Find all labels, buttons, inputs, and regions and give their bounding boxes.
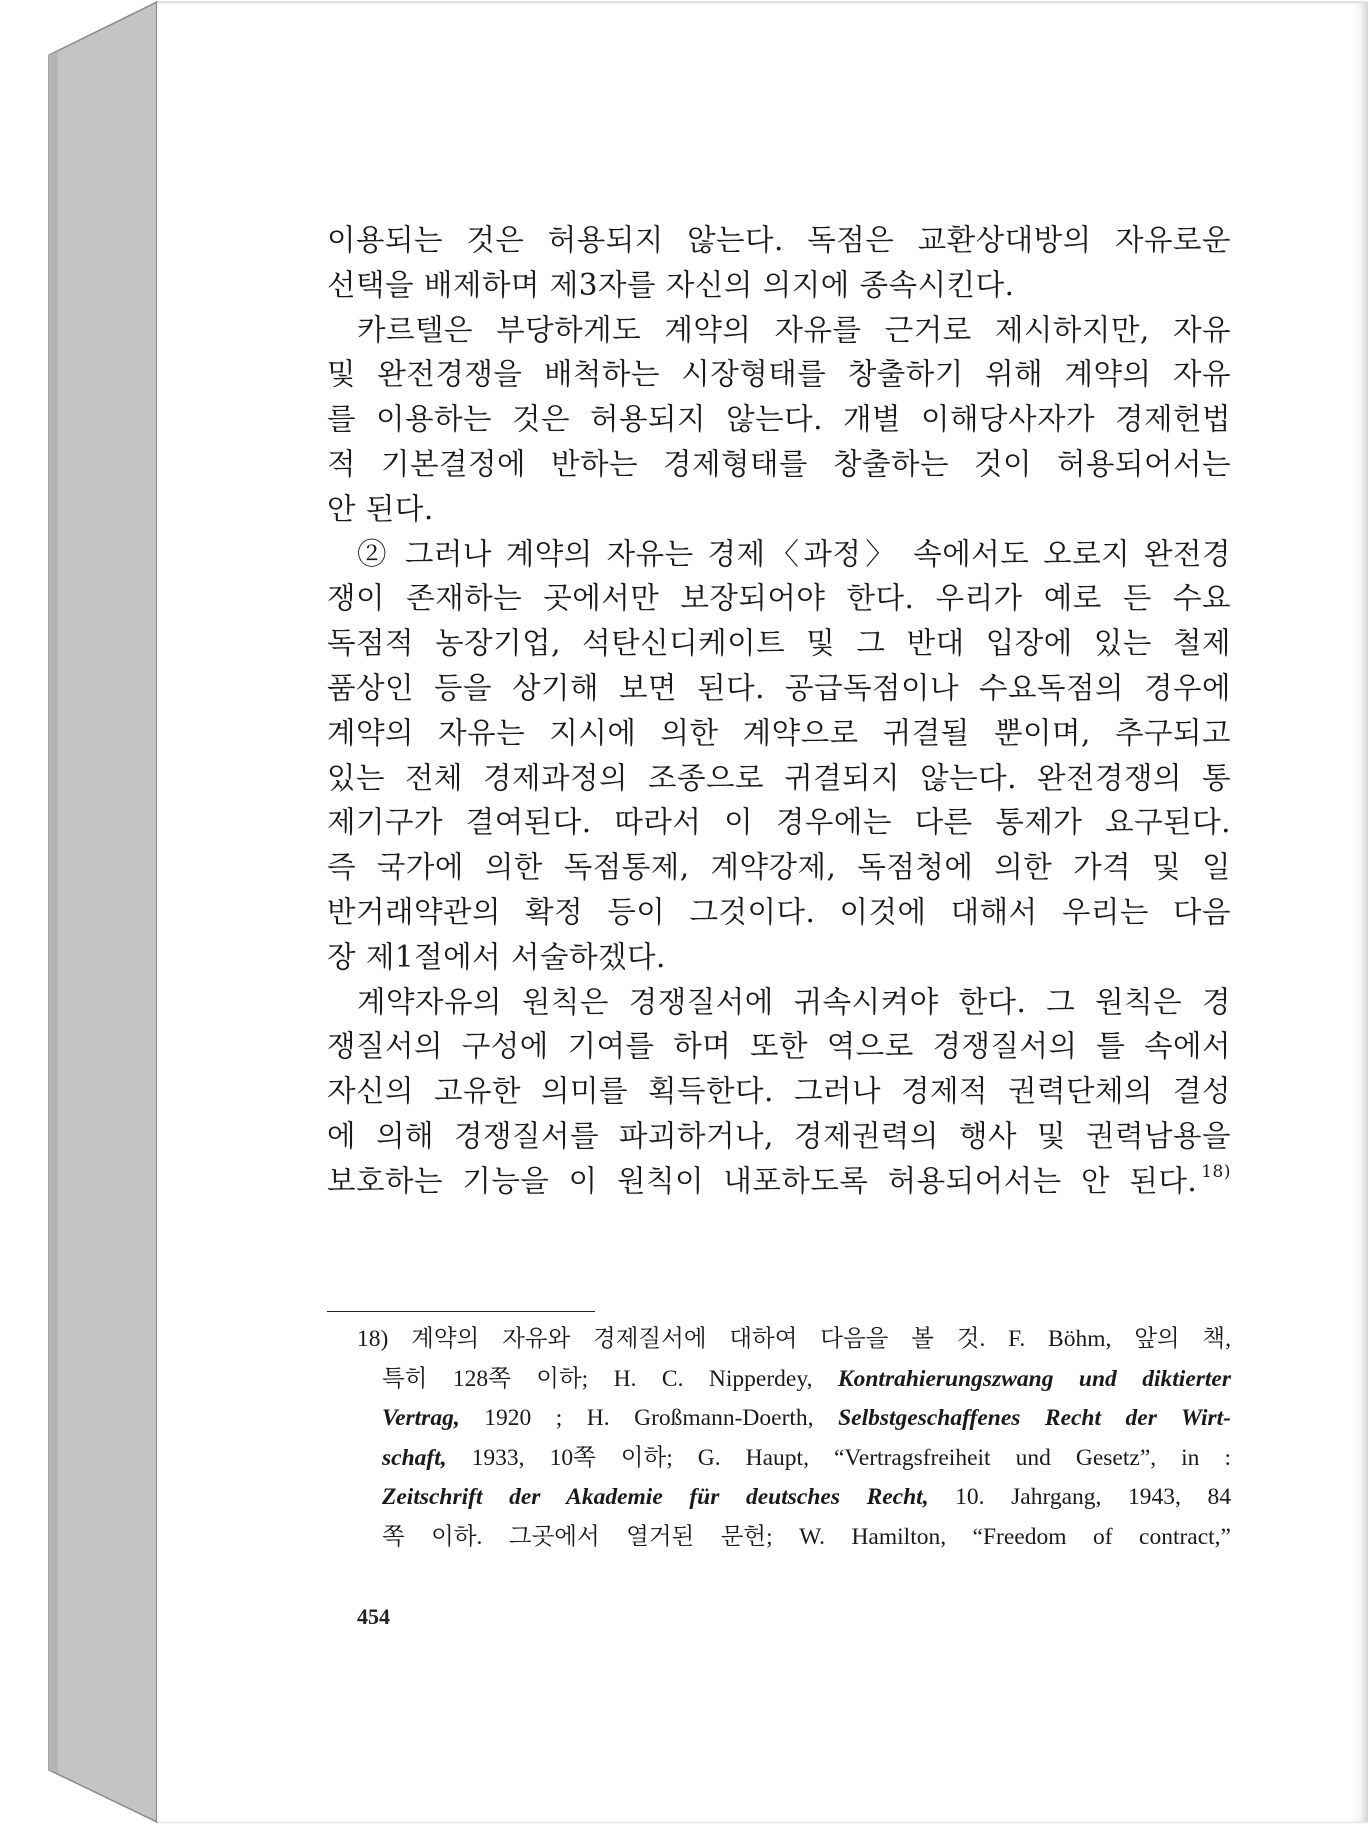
text-line: 계약자유의 원칙은 경쟁질서에 귀속시켜야 한다. 그 원칙은 경 <box>357 984 1231 1019</box>
footnote-line: schaft, 1933, 10쪽 이하; G. Haupt, “Vertragsfreiheit und Gesetz”, in : <box>382 1444 1231 1471</box>
text-line: 적 기본결정에 반하는 경제형태를 창출하는 것이 허용되어서는 <box>327 446 1231 481</box>
text-line: 있는 전체 경제과정의 조종으로 귀결되지 않는다. 완전경쟁의 통 <box>327 760 1231 795</box>
footnote-reference: 18) <box>1201 1161 1231 1182</box>
text-line: 보호하는 기능을 이 원칙이 내포하도록 허용되어서는 안 된다. <box>327 1163 1198 1198</box>
text-line: 반거래약관의 확정 등이 그것이다. 이것에 대해서 우리는 다음 <box>327 894 1231 929</box>
footnote-line: 18) 계약의 자유와 경제질서에 대하여 다음을 볼 것. F. Böhm, 앞의 책, <box>357 1326 1231 1352</box>
footnote-line: Zeitschrift der Akademie für deutsches Recht, 10. Jahrgang, 1943, 84 <box>382 1484 1231 1510</box>
footnote-divider <box>327 1311 595 1312</box>
text-line: 독점적 농장기업, 석탄신디케이트 및 그 반대 입장에 있는 철제 <box>327 626 1231 661</box>
text-line: 쟁질서의 구성에 기여를 하며 또한 역으로 경쟁질서의 틀 속에서 <box>327 1029 1231 1064</box>
page-number: 454 <box>357 1604 390 1629</box>
footnote-line: Vertrag, 1920 ; H. Großmann-Doerth, Selbstgeschaffenes Recht der Wirt- <box>382 1405 1231 1431</box>
text-line: 계약의 자유는 지시에 의한 계약으로 귀결될 뿐이며, 추구되고 <box>327 715 1231 750</box>
text-line: 및 완전경쟁을 배척하는 시장형태를 창출하기 위해 계약의 자유 <box>327 357 1231 392</box>
footnote <box>357 1320 1231 1557</box>
text-line: 쟁이 존재하는 곳에서만 보장되어야 한다. 우리가 예로 든 수요 <box>327 581 1231 616</box>
text-line: 에 의해 경쟁질서를 파괴하거나, 경제권력의 행사 및 권력남용을 <box>327 1118 1231 1153</box>
text-line: 카르텔은 부당하게도 계약의 자유를 근거로 제시하지만, 자유 <box>357 312 1231 347</box>
text-line: 선택을 배제하며 제3자를 자신의 의지에 종속시킨다. <box>327 267 1015 302</box>
body-text <box>327 218 1231 1204</box>
text-line: 안 된다. <box>327 491 434 526</box>
text-line: ② 그러나 계약의 자유는 경제〈과정〉 속에서도 오로지 완전경 <box>357 536 1231 571</box>
footnote-line: 쪽 이하. 그곳에서 열거된 문헌; W. Hamilton, “Freedom of contract,” <box>382 1523 1231 1550</box>
text-line: 품상인 등을 상기해 보면 된다. 공급독점이나 수요독점의 경우에 <box>327 670 1231 705</box>
text-line: 즉 국가에 의한 독점통제, 계약강제, 독점청에 의한 가격 및 일 <box>327 850 1231 885</box>
text-line: 자신의 고유한 의미를 획득한다. 그러나 경제적 권력단체의 결성 <box>327 1074 1231 1109</box>
text-line-with-footnote-ref <box>327 1159 1231 1204</box>
footnote-line: 특히 128쪽 이하; H. C. Nipperdey, Kontrahierungszwang und diktierter <box>382 1365 1231 1392</box>
text-line: 를 이용하는 것은 허용되지 않는다. 개별 이해당사자가 경제헌법 <box>327 402 1231 437</box>
text-line: 장 제1절에서 서술하겠다. <box>327 939 666 974</box>
text-line: 제기구가 결여된다. 따라서 이 경우에는 다른 통제가 요구된다. <box>327 805 1231 840</box>
book-side-edge <box>0 0 160 1824</box>
text-line: 이용되는 것은 허용되지 않는다. 독점은 교환상대방의 자유로운 <box>327 223 1231 257</box>
